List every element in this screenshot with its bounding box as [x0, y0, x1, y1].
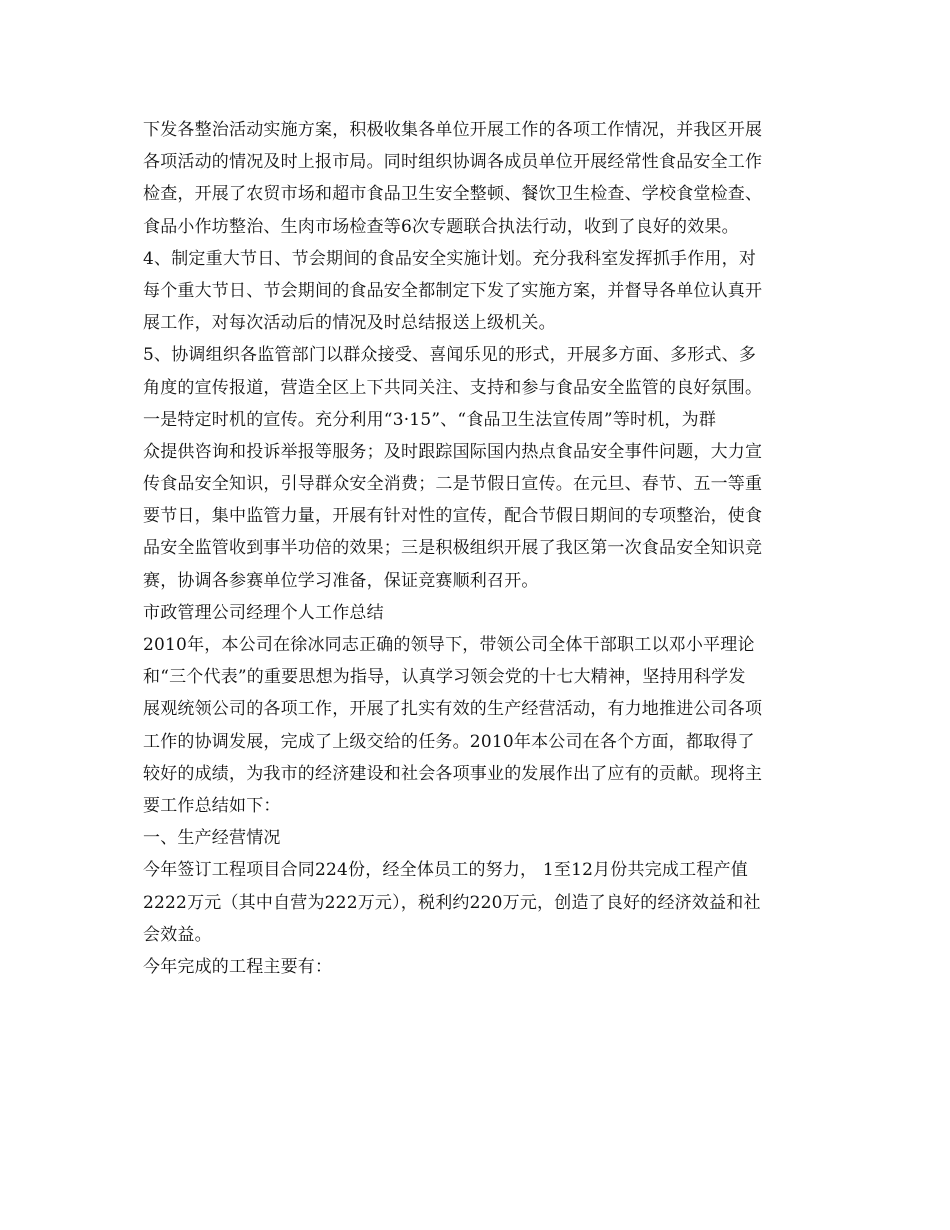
- text-line: 要工作总结如下：: [143, 795, 281, 816]
- document-body: [143, 114, 823, 983]
- text-line: 赛，协调各参赛单位学习准备，保证竞赛顺利召开。: [143, 570, 539, 591]
- section-heading: 市政管理公司经理个人工作总结: [143, 602, 384, 623]
- text-line: 食品小作坊整治、生肉市场检查等6次专题联合执法行动，收到了良好的效果。: [143, 216, 739, 237]
- text-line: 工作的协调发展，完成了上级交给的任务。2010年本公司在各个方面，都取得了: [143, 731, 755, 752]
- text-line: 角度的宣传报道，营造全区上下共同关注、支持和参与食品安全监管的良好氛围。: [143, 377, 763, 398]
- text-line: 5、协调组织各监管部门以群众接受、喜闻乐见的形式，开展多方面、多形式、多: [143, 345, 757, 366]
- text-line: 展工作，对每次活动后的情况及时总结报送上级机关。: [143, 313, 556, 334]
- text-line: 会效益。: [143, 924, 212, 945]
- text-line: 较好的成绩，为我市的经济建设和社会各项事业的发展作出了应有的贡献。现将主: [143, 763, 763, 784]
- text-line: 2222万元（其中自营为222万元），税利约220万元，创造了良好的经济效益和社: [143, 892, 761, 913]
- text-line: 要节日，集中监管力量，开展有针对性的宣传，配合节假日期间的专项整治，使食: [143, 506, 763, 527]
- text-line: 每个重大节日、节会期间的食品安全都制定下发了实施方案，并督导各单位认真开: [143, 280, 763, 301]
- section-heading: 一、生产经营情况: [143, 828, 281, 849]
- text-line: 众提供咨询和投诉举报等服务；及时跟踪国际国内热点食品安全事件问题，大力宣: [143, 441, 763, 462]
- text-line: 检查，开展了农贸市场和超市食品卫生安全整顿、餐饮卫生检查、学校食堂检查、: [143, 184, 763, 205]
- text-line: 下发各整治活动实施方案，积极收集各单位开展工作的各项工作情况，并我区开展: [143, 120, 763, 140]
- text-line: 和“三个代表”的重要思想为指导，认真学习领会党的十七大精神，坚持用科学发: [143, 667, 746, 688]
- text-line: 2010年，本公司在徐冰同志正确的领导下，带领公司全体干部职工以邓小平理论: [143, 635, 755, 655]
- text-line: 今年签订工程项目合同224份，经全体员工的努力， 1至12月份共完成工程产值: [143, 860, 748, 881]
- text-line: 一是特定时机的宣传。充分利用“3·15”、“食品卫生法宣传周”等时机，为群: [143, 409, 717, 430]
- text-line: 各项活动的情况及时上报市局。同时组织协调各成员单位开展经常性食品安全工作: [143, 152, 763, 173]
- text-line: 今年完成的工程主要有：: [143, 956, 333, 977]
- text-line: 品安全监管收到事半功倍的效果；三是积极组织开展了我区第一次食品安全知识竞: [143, 538, 763, 559]
- text-line: 传食品安全知识，引导群众安全消费；二是节假日宣传。在元旦、春节、五一等重: [143, 474, 763, 495]
- text-line: 4、制定重大节日、节会期间的食品安全实施计划。充分我科室发挥抓手作用，对: [143, 248, 757, 269]
- text-line: 展观统领公司的各项工作，开展了扎实有效的生产经营活动，有力地推进公司各项: [143, 699, 763, 720]
